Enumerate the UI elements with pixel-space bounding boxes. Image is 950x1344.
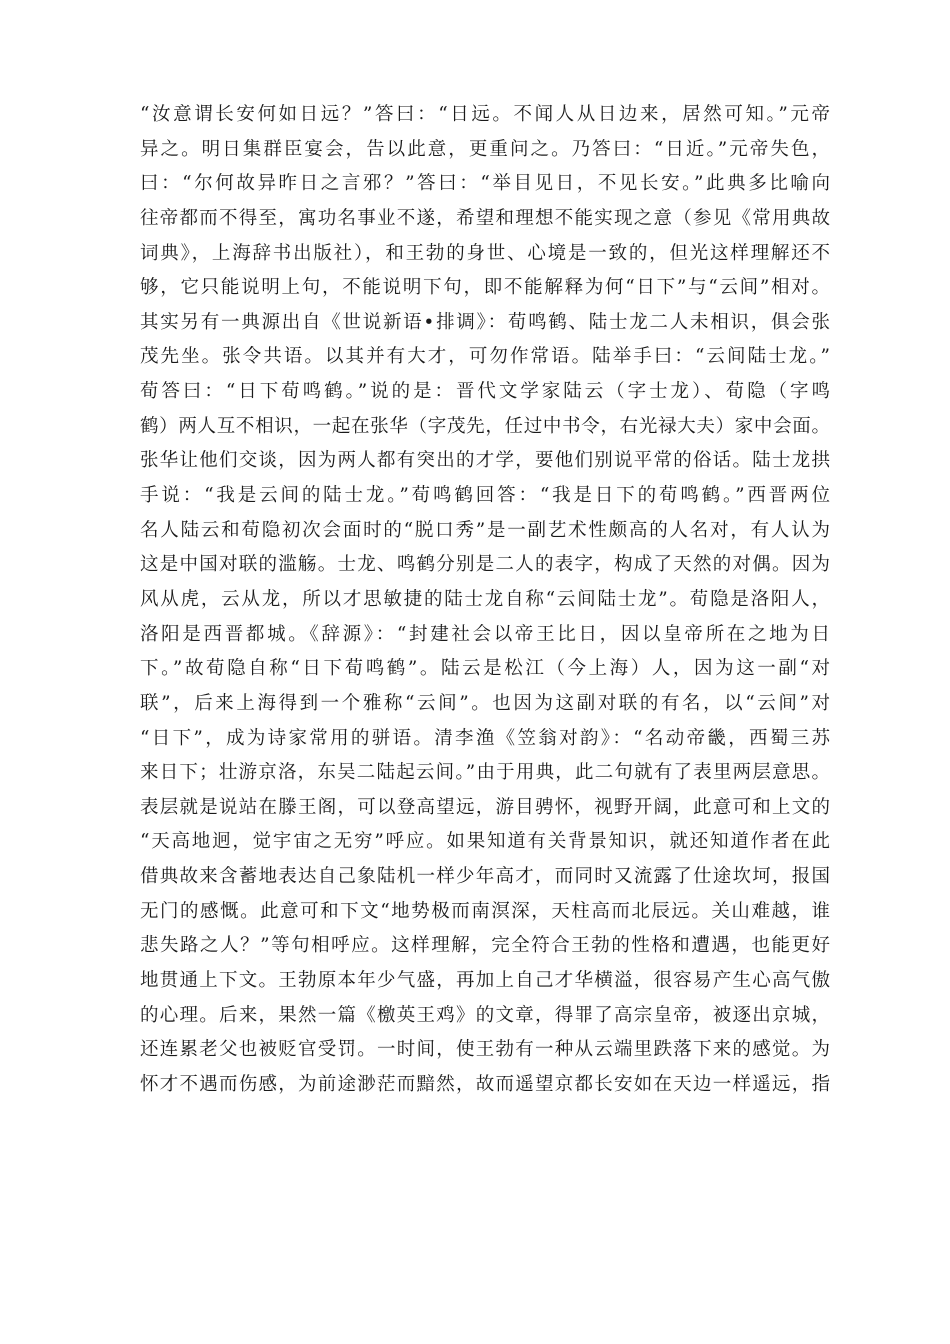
text-line: 其实另有一典源出自《世说新语•排调》：荀鸣鹤、陆士龙二人未相识，俱会张 — [140, 311, 830, 333]
text-line: 风从虎，云从龙，所以才思敏捷的陆士龙自称“云间陆士龙”。荀隐是洛阳人， — [140, 588, 830, 610]
text-line: 无门的感慨。此意可和下文“地势极而南溟深，天柱高而北辰远。关山难越，谁 — [140, 900, 830, 922]
text-line: 怀才不遇而伤感，为前途渺茫而黯然，故而遥望京都长安如在天边一样遥远，指 — [140, 1073, 830, 1095]
text-line: “汝意谓长安何如日远？”答曰：“日远。不闻人从日边来，居然可知。”元帝 — [140, 104, 830, 125]
text-line: 借典故来含蓄地表达自己象陆机一样少年高才，而同时又流露了仕途坎坷，报国 — [140, 866, 830, 888]
text-line: 鹤）两人互不相识，一起在张华（字茂先，任过中书令，右光禄大夫）家中会面。 — [140, 415, 830, 437]
text-line: 这是中国对联的滥觞。士龙、鸣鹤分别是二人的表字，构成了天然的对偶。因为 — [140, 554, 830, 576]
text-line: 够，它只能说明上句，不能说明下句，即不能解释为何“日下”与“云间”相对。 — [140, 277, 830, 299]
text-line: 洛阳是西晋都城。《辞源》：“封建社会以帝王比日，因以皇帝所在之地为日 — [140, 623, 830, 645]
text-line: 张华让他们交谈，因为两人都有突出的才学，要他们别说平常的俗话。陆士龙拱 — [140, 450, 830, 472]
text-line: 茂先坐。张令共语。以其并有大才，可勿作常语。陆举手曰：“云间陆士龙。” — [140, 346, 830, 368]
text-line: “天高地迥，觉宇宙之无穷”呼应。如果知道有关背景知识，就还知道作者在此 — [140, 831, 830, 853]
text-line: 曰：“尔何故异昨日之言邪？”答曰：“举目见日，不见长安。”此典多比喻向 — [140, 173, 830, 195]
text-line: 名人陆云和荀隐初次会面时的“脱口秀”是一副艺术性颇高的人名对，有人认为 — [140, 519, 830, 541]
text-line: 来日下；壮游京洛，东吴二陆起云间。”由于用典，此二句就有了表里两层意思。 — [140, 762, 830, 784]
text-line: 异之。明日集群臣宴会，告以此意，更重问之。乃答曰：“日近。”元帝失色， — [140, 138, 830, 160]
text-line: 下。”故荀隐自称“日下荀鸣鹤”。陆云是松江（今上海）人，因为这一副“对 — [140, 658, 830, 680]
text-line: 往帝都而不得至，寓功名事业不遂，希望和理想不能实现之意（参见《常用典故 — [140, 207, 830, 229]
text-line: 手说：“我是云间的陆士龙。”荀鸣鹤回答：“我是日下的荀鸣鹤。”西晋两位 — [140, 485, 830, 507]
text-line: 的心理。后来，果然一篇《檄英王鸡》的文章，得罪了高宗皇帝，被逐出京城， — [140, 1004, 830, 1026]
text-line: 还连累老父也被贬官受罚。一时间，使王勃有一种从云端里跌落下来的感觉。为 — [140, 1039, 830, 1061]
text-line: 地贯通上下文。王勃原本年少气盛，再加上自己才华横溢，很容易产生心高气傲 — [140, 970, 830, 992]
text-line: 表层就是说站在滕王阁，可以登高望远，游目骋怀，视野开阔，此意可和上文的 — [140, 796, 830, 818]
text-line: 悲失路之人？”等句相呼应。这样理解，完全符合王勃的性格和遭遇，也能更好 — [140, 935, 830, 957]
text-line: 荀答曰：“日下荀鸣鹤。”说的是：晋代文学家陆云（字士龙）、荀隐（字鸣 — [140, 381, 830, 403]
text-line: 词典》，上海辞书出版社），和王勃的身世、心境是一致的，但光这样理解还不 — [140, 242, 830, 264]
body-text — [140, 98, 830, 1103]
text-line: 联”，后来上海得到一个雅称“云间”。也因为这副对联的有名，以“云间”对 — [140, 692, 830, 714]
text-line: “日下”，成为诗家常用的骈语。清李渔《笠翁对韵》：“名动帝畿，西蜀三苏 — [140, 727, 830, 749]
